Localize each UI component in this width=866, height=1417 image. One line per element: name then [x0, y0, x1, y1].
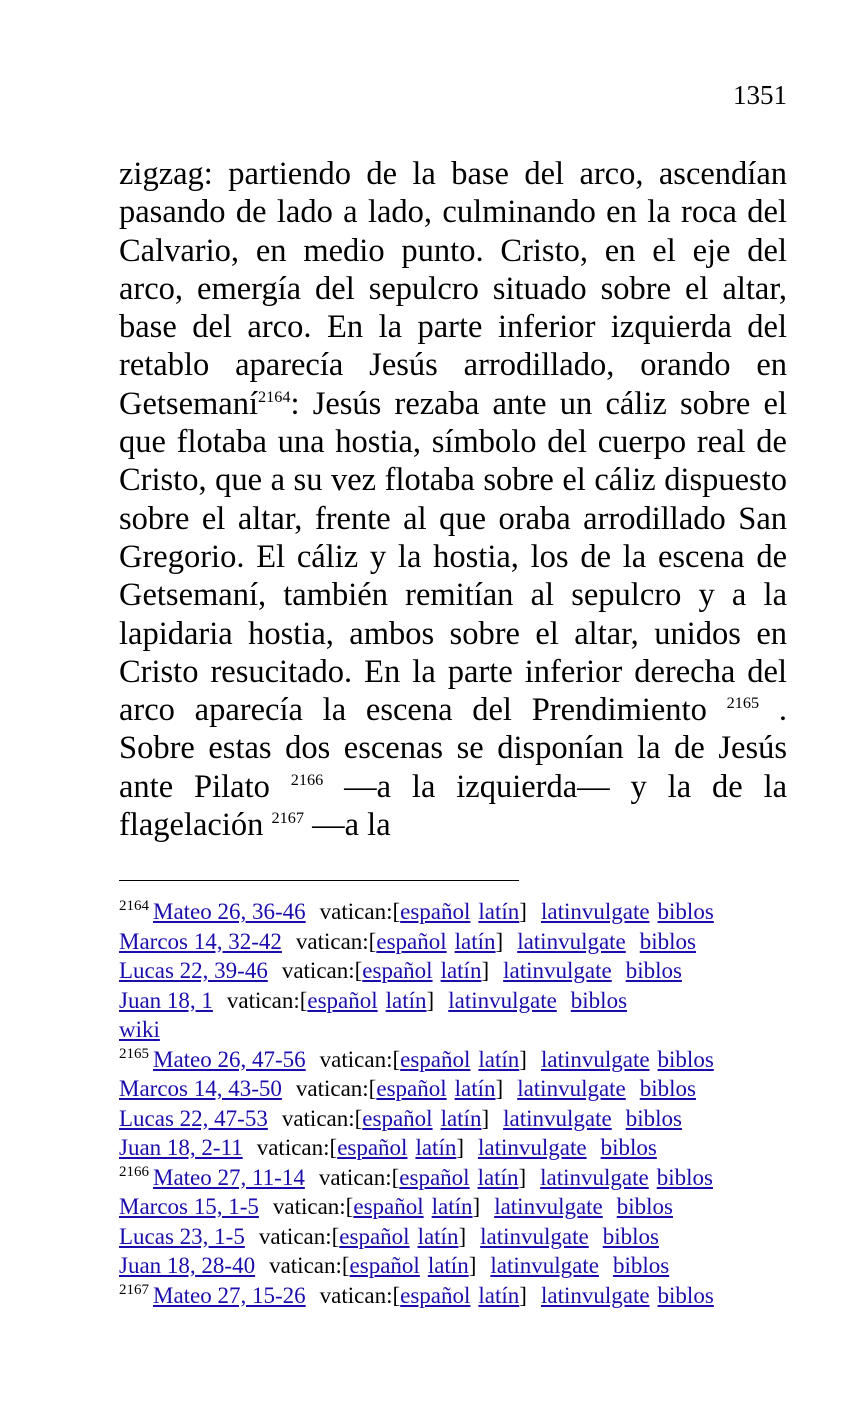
- footnote-line: [119, 1045, 799, 1075]
- latinvulgate-link[interactable]: latinvulgate: [540, 1282, 650, 1308]
- latinvulgate-link[interactable]: latinvulgate: [478, 1135, 587, 1160]
- latinvulgate-link[interactable]: latinvulgate: [540, 899, 650, 924]
- latinvulgate-link[interactable]: latinvulgate: [480, 1223, 589, 1249]
- ref-link-marcos-14-32[interactable]: Marcos 14, 32-42: [119, 928, 282, 954]
- espanol-link[interactable]: español: [307, 987, 378, 1013]
- biblos-link[interactable]: biblos: [639, 928, 696, 954]
- espanol-link[interactable]: español: [376, 1076, 447, 1101]
- vatican-label: vatican:[: [258, 1223, 340, 1249]
- bracket-close: ]: [495, 928, 504, 954]
- biblos-link[interactable]: biblos: [656, 1164, 713, 1190]
- footnote-number: 2165: [119, 1045, 149, 1062]
- footnote-line: [119, 897, 799, 927]
- latin-link[interactable]: latín: [385, 987, 427, 1013]
- biblos-link[interactable]: biblos: [657, 1282, 714, 1308]
- vatican-label: vatican:[: [226, 987, 308, 1013]
- vatican-label: vatican:[: [269, 1253, 350, 1278]
- bracket-close: ]: [518, 1164, 527, 1190]
- vatican-label: vatican:[: [319, 899, 401, 924]
- footnote-line: [119, 927, 799, 957]
- footnote-number: 2166: [119, 1163, 149, 1180]
- espanol-link[interactable]: español: [400, 1282, 471, 1308]
- body-text-2: : Jesús rezaba ante un cáliz sobre el que flotaba una hostia, símbolo del cuerpo real de Cristo, que a su vez flotaba sobre el cáliz dispuesto sobre el altar, frente al que oraba arrodillado San Gregorio. El cáliz y la hostia, los de la escena de Getsemaní, también remitían al sepulcro y a la lapidaria hostia, ambos sobre el altar, unidos en Cristo resucitado. En la parte inferior derecha del arco aparecía la escena del Prendimiento: [119, 385, 787, 729]
- biblos-link[interactable]: biblos: [639, 1076, 696, 1101]
- biblos-link[interactable]: biblos: [616, 1194, 673, 1219]
- vatican-label: vatican:[: [256, 1135, 338, 1160]
- vatican-label: vatican:[: [295, 928, 377, 954]
- latin-link[interactable]: latín: [431, 1194, 473, 1219]
- footnote-line: [119, 1015, 799, 1045]
- footnote-line: [119, 1251, 799, 1281]
- latin-link[interactable]: latín: [427, 1253, 469, 1278]
- latinvulgate-link[interactable]: latinvulgate: [490, 1253, 599, 1278]
- espanol-link[interactable]: español: [399, 1164, 470, 1190]
- latinvulgate-link[interactable]: latinvulgate: [540, 1164, 649, 1190]
- footnote-ref-2166: 2166: [290, 770, 324, 789]
- bracket-close: ]: [481, 1105, 490, 1131]
- latin-link[interactable]: latín: [440, 1105, 482, 1131]
- ref-link-marcos-15-1[interactable]: Marcos 15, 1-5: [119, 1194, 259, 1219]
- footnote-ref-2164: 2164: [257, 387, 291, 406]
- biblos-link[interactable]: biblos: [625, 958, 682, 983]
- ref-link-juan-18-1[interactable]: Juan 18, 1: [119, 987, 213, 1013]
- ref-link-lucas-22-47[interactable]: Lucas 22, 47-53: [119, 1105, 268, 1131]
- footnote-number: 2167: [119, 1281, 149, 1298]
- latin-link[interactable]: latín: [454, 928, 496, 954]
- footnote-line: [119, 1163, 799, 1193]
- latinvulgate-link[interactable]: latinvulgate: [517, 928, 626, 954]
- body-text-1: zigzag: partiendo de la base del arco, ascendían pasando de lado a lado, culminando en la roca del Calvario, en medio punto. Cristo, en el eje del arco, emergía del sepulcro situado sobre el altar, base del arco. En la parte inferior izquierda del retablo aparecía Jesús arrodillado, orando en Getsemaní: [119, 156, 787, 422]
- bracket-close: ]: [481, 958, 490, 983]
- bracket-close: ]: [426, 987, 435, 1013]
- latin-link[interactable]: latín: [415, 1135, 457, 1160]
- ref-link-mateo-26-36[interactable]: Mateo 26, 36-46: [153, 899, 306, 924]
- latinvulgate-link[interactable]: latinvulgate: [503, 958, 612, 983]
- footnote-line: [119, 1222, 799, 1252]
- biblos-link[interactable]: biblos: [570, 987, 628, 1013]
- bracket-close: ]: [495, 1076, 504, 1101]
- espanol-link[interactable]: español: [362, 958, 433, 983]
- footnote-ref-2167: 2167: [271, 809, 304, 828]
- ref-link-mateo-27-11[interactable]: Mateo 27, 11-14: [153, 1164, 305, 1190]
- latin-link[interactable]: latín: [477, 1164, 519, 1190]
- bracket-close: ]: [519, 1282, 527, 1308]
- ref-link-mateo-27-15[interactable]: Mateo 27, 15-26: [153, 1282, 306, 1308]
- page-number: 1351: [733, 80, 787, 110]
- vatican-label: vatican:[: [319, 1282, 401, 1308]
- ref-link-mateo-26-47[interactable]: Mateo 26, 47-56: [153, 1046, 306, 1072]
- bracket-close: ]: [519, 899, 527, 924]
- vatican-label: vatican:[: [281, 958, 363, 983]
- footnote-ref-2165: 2165: [726, 694, 760, 713]
- footnote-line: [119, 1104, 799, 1134]
- latin-link[interactable]: latín: [440, 958, 482, 983]
- latin-link[interactable]: latín: [454, 1076, 496, 1101]
- body-text-4: —a la izquierda— y la de la flagelación: [119, 768, 788, 844]
- bracket-close: ]: [472, 1194, 481, 1219]
- latinvulgate-link[interactable]: latinvulgate: [503, 1105, 612, 1131]
- latinvulgate-link[interactable]: latinvulgate: [494, 1194, 603, 1219]
- biblos-link[interactable]: biblos: [657, 899, 714, 924]
- vatican-label: vatican:[: [295, 1076, 377, 1101]
- espanol-link[interactable]: español: [400, 1046, 471, 1072]
- latin-link[interactable]: latín: [478, 899, 520, 924]
- vatican-label: vatican:[: [272, 1194, 354, 1219]
- body-text-3: . Sobre estas dos escenas se disponían la de Jesús ante Pilato: [119, 692, 787, 805]
- espanol-link[interactable]: español: [400, 899, 471, 924]
- footnote-line: [119, 1192, 799, 1222]
- latinvulgate-link[interactable]: latinvulgate: [448, 987, 557, 1013]
- biblos-link[interactable]: biblos: [600, 1135, 657, 1160]
- footnote-line: [119, 1074, 799, 1104]
- latinvulgate-link[interactable]: latinvulgate: [517, 1076, 626, 1101]
- latin-link[interactable]: latín: [417, 1223, 459, 1249]
- espanol-link[interactable]: español: [362, 1105, 433, 1131]
- espanol-link[interactable]: español: [376, 928, 447, 954]
- espanol-link[interactable]: español: [337, 1135, 408, 1160]
- biblos-link[interactable]: biblos: [612, 1253, 670, 1278]
- biblos-link[interactable]: biblos: [602, 1223, 659, 1249]
- bracket-close: ]: [458, 1223, 467, 1249]
- footnote-separator: [119, 880, 519, 881]
- ref-link-juan-18-28[interactable]: Juan 18, 28-40: [119, 1253, 256, 1278]
- footnote-line: [119, 1281, 799, 1311]
- vatican-label: vatican:[: [281, 1105, 363, 1131]
- vatican-label: vatican:[: [318, 1164, 400, 1190]
- footnote-line: [119, 1133, 799, 1163]
- footnote-line: [119, 986, 799, 1016]
- ref-link-lucas-23-1[interactable]: Lucas 23, 1-5: [119, 1223, 245, 1249]
- ref-link-juan-18-2[interactable]: Juan 18, 2-11: [119, 1135, 243, 1160]
- vatican-label: vatican:[: [319, 1046, 401, 1072]
- footnote-line: [119, 956, 799, 986]
- espanol-link[interactable]: español: [339, 1223, 410, 1249]
- ref-link-lucas-22-39[interactable]: Lucas 22, 39-46: [119, 958, 268, 983]
- footnote-number: 2164: [119, 898, 149, 915]
- bracket-close: ]: [519, 1046, 527, 1072]
- bracket-close: ]: [456, 1135, 465, 1160]
- ref-link-marcos-14-43[interactable]: Marcos 14, 43-50: [119, 1076, 282, 1101]
- body-paragraph: [119, 155, 787, 844]
- biblos-link[interactable]: biblos: [625, 1105, 682, 1131]
- latin-link[interactable]: latín: [478, 1282, 520, 1308]
- wiki-link[interactable]: wiki: [119, 1017, 160, 1042]
- latinvulgate-link[interactable]: latinvulgate: [540, 1046, 650, 1072]
- biblos-link[interactable]: biblos: [657, 1046, 714, 1072]
- footnotes: [119, 897, 799, 1310]
- body-text-5: —a la: [304, 807, 391, 844]
- espanol-link[interactable]: español: [353, 1194, 424, 1219]
- espanol-link[interactable]: español: [349, 1253, 420, 1278]
- latin-link[interactable]: latín: [478, 1046, 520, 1072]
- bracket-close: ]: [468, 1253, 477, 1278]
